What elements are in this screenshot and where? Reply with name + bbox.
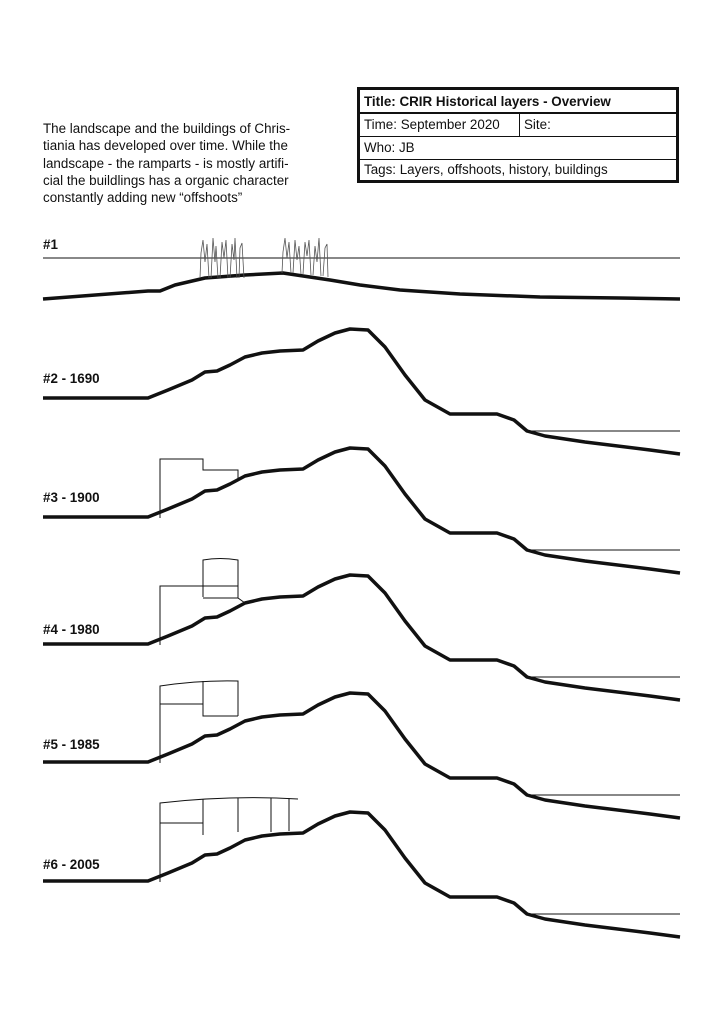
landscape-profile <box>43 273 680 299</box>
layer-label: #2 - 1690 <box>43 371 100 386</box>
info-who: Who: JB <box>360 137 676 160</box>
layer-label: #3 - 1900 <box>43 490 100 505</box>
section-1 <box>43 238 680 299</box>
intro-line: landscape - the ramparts - is mostly artifi- <box>43 155 289 171</box>
layer-label: #5 - 1985 <box>43 737 100 752</box>
info-time: Time: September 2020 <box>364 117 500 132</box>
intro-line: cial the buildlings has a organic character <box>43 172 289 188</box>
section-5 <box>43 681 680 818</box>
section-6 <box>43 798 680 937</box>
section-4 <box>43 559 680 701</box>
intro-line: constantly adding new “offshoots” <box>43 190 243 206</box>
rampart-profile <box>43 693 680 818</box>
building-wall <box>203 681 238 716</box>
info-site: Site: <box>519 114 551 136</box>
section-3 <box>43 448 680 573</box>
intro-line: tiania has developed over time. While the <box>43 138 288 154</box>
layer-label: #1 <box>43 237 58 252</box>
building-outline <box>203 598 245 603</box>
layer-label: #6 - 2005 <box>43 857 100 872</box>
building-walls <box>160 798 289 835</box>
rampart-profile <box>43 448 680 573</box>
info-tags: Tags: Layers, offshoots, history, buildings <box>364 162 608 177</box>
info-title: Title: CRIR Historical layers - Overview <box>360 90 676 114</box>
rampart-profile <box>43 812 680 937</box>
intro-line: The landscape and the buildings of Chris- <box>43 121 291 136</box>
building-tower <box>203 559 238 599</box>
layer-label: #4 - 1980 <box>43 622 100 637</box>
section-2 <box>43 329 680 454</box>
rampart-profile <box>43 329 680 454</box>
rampart-profile <box>43 575 680 700</box>
